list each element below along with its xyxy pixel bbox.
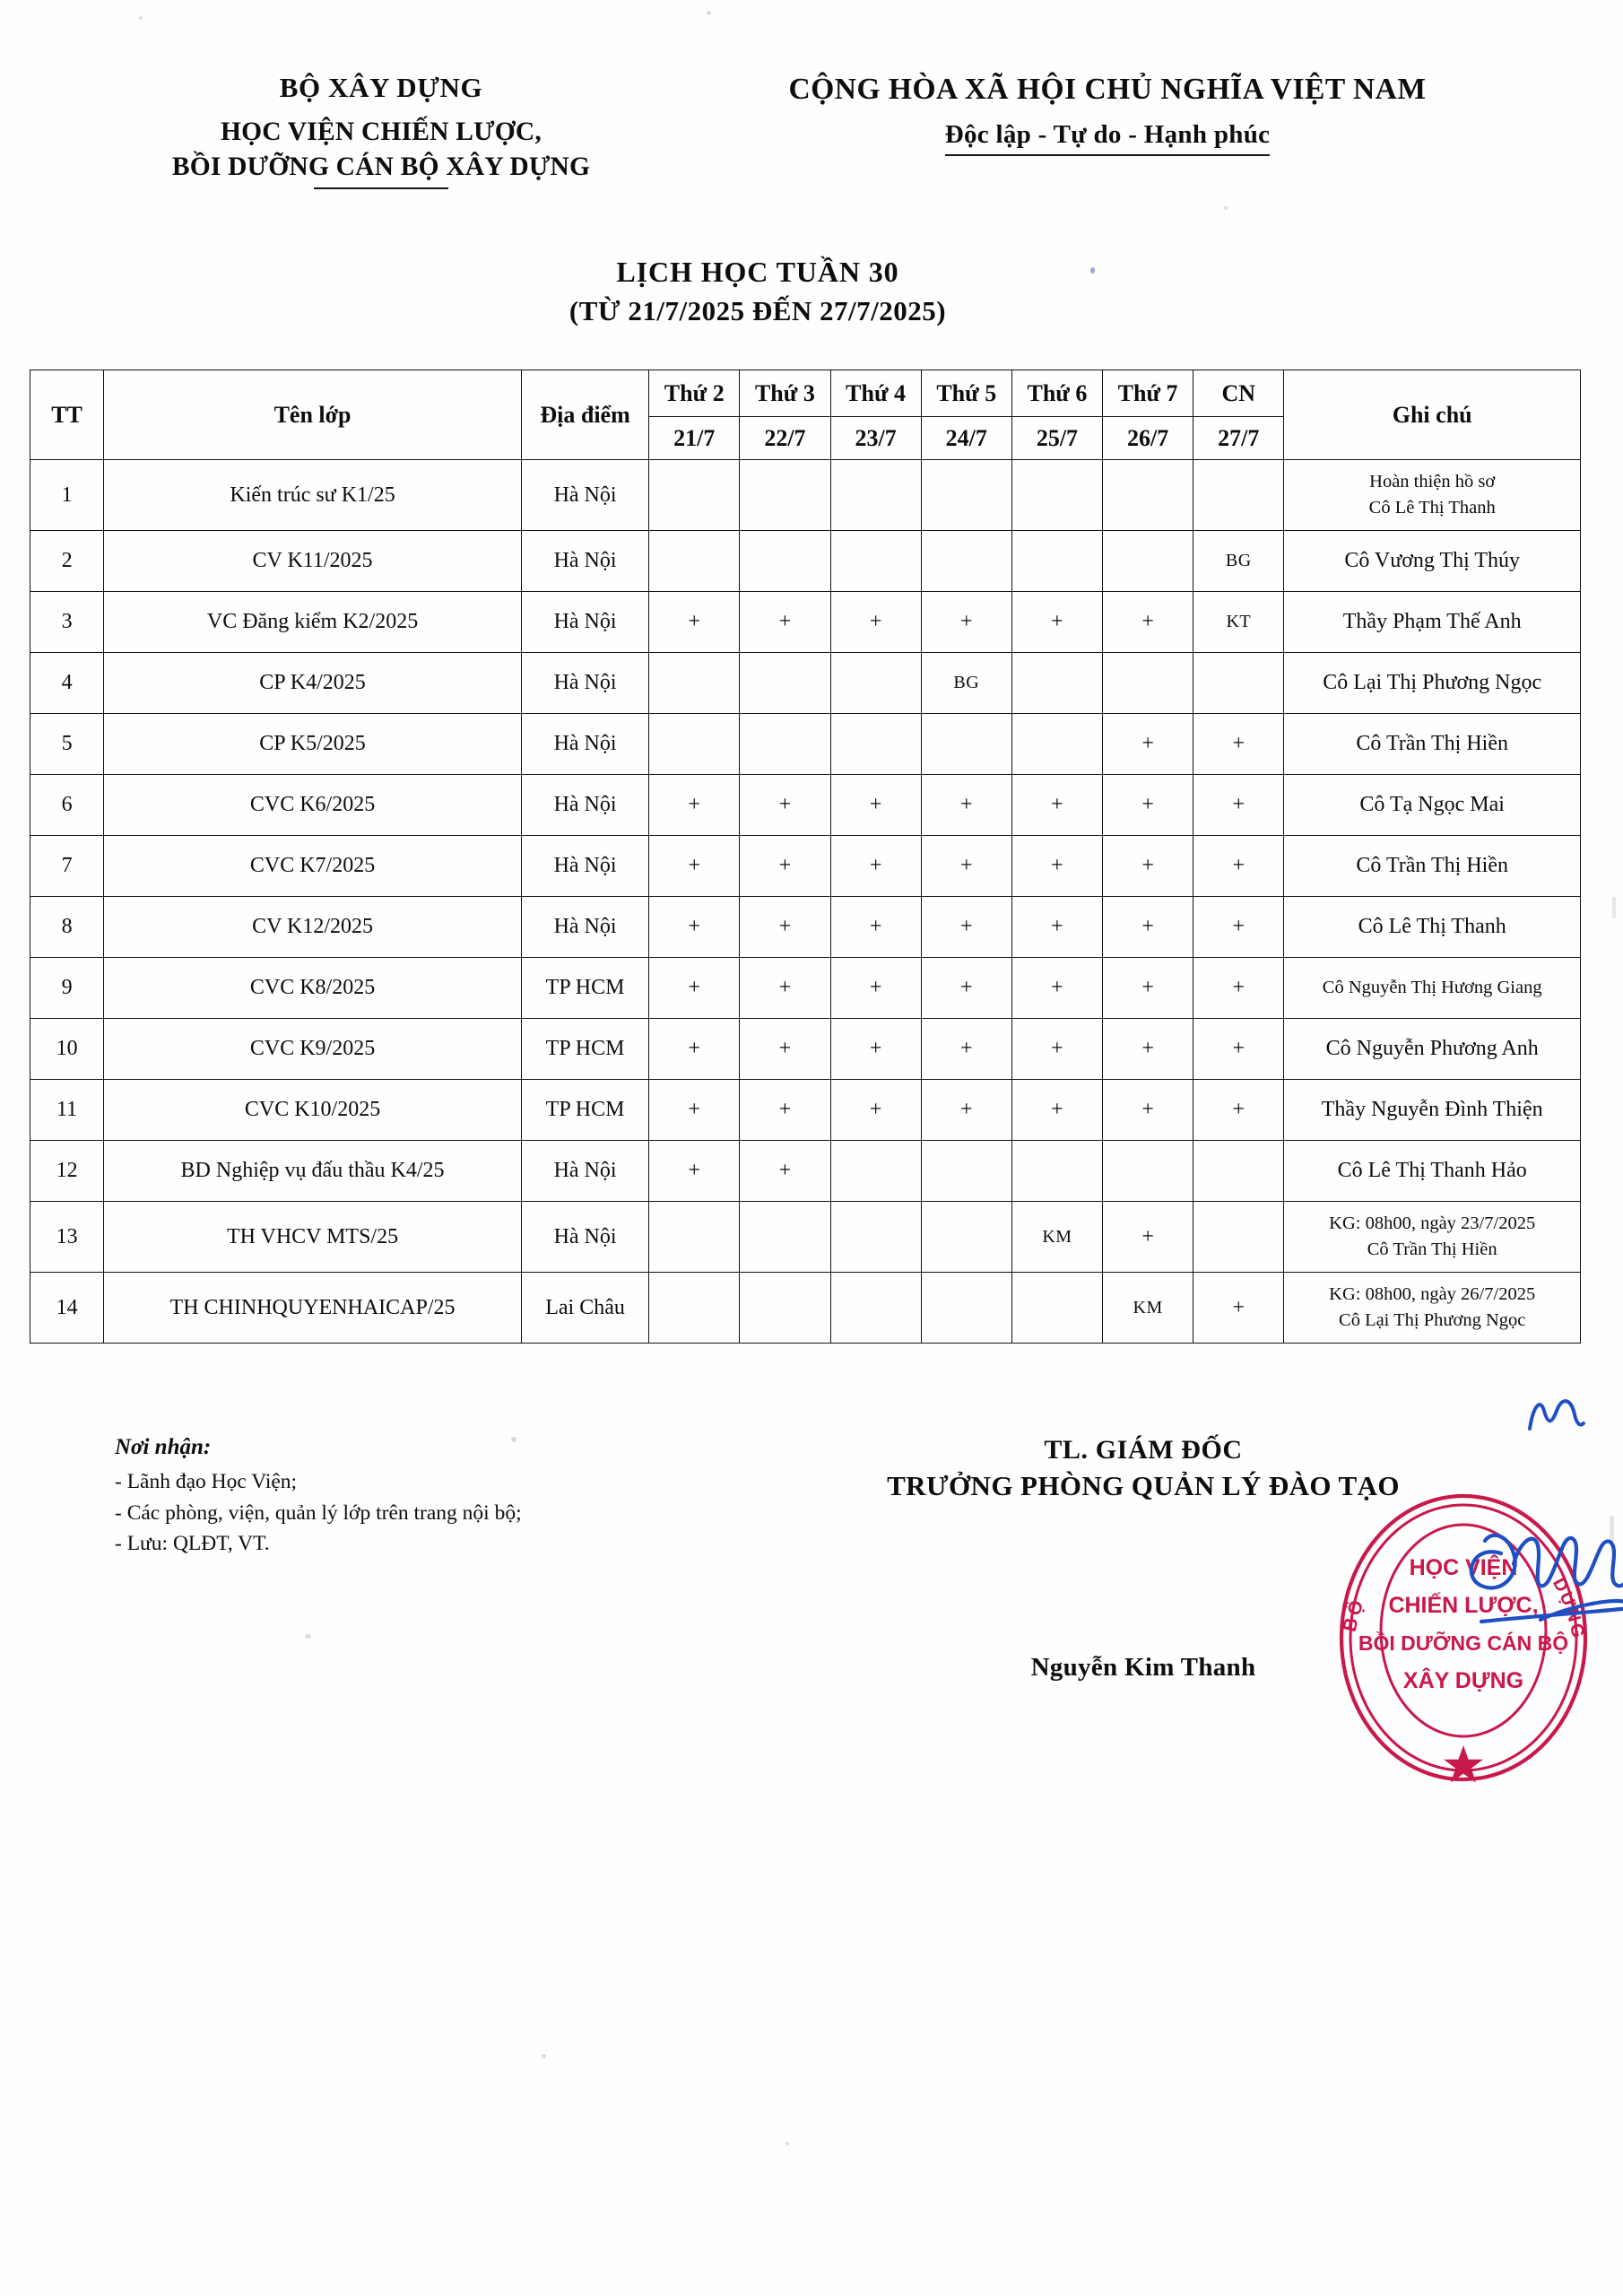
cell-day-mark[interactable] [921, 531, 1011, 592]
cell-location: TP HCM [521, 1019, 648, 1080]
cell-location: Hà Nội [521, 897, 648, 958]
cell-day-mark[interactable]: + [740, 1080, 830, 1141]
seal-line-2: CHIẾN LƯỢC, [1388, 1593, 1539, 1618]
document-footer [0, 1435, 1623, 1693]
cell-day-mark[interactable]: KM [1103, 1273, 1193, 1344]
col-header-location: Địa điểm [521, 370, 648, 460]
schedule-table [30, 370, 1581, 1344]
page-title-daterange: (TỪ 21/7/2025 ĐẾN 27/7/2025) [568, 295, 947, 327]
scan-speck [707, 11, 711, 15]
scan-speck [1224, 206, 1228, 210]
cell-day-mark[interactable] [921, 1202, 1011, 1273]
col-header-day-5: Thứ 6 [1011, 370, 1102, 417]
cell-note [1284, 1019, 1581, 1080]
cell-note [1284, 460, 1581, 531]
note-line: Cô Lê Thị Thanh [1368, 498, 1496, 517]
cell-day-mark[interactable] [1193, 460, 1284, 531]
cell-location: Hà Nội [521, 1202, 648, 1273]
cell-class-name: CVC K7/2025 [104, 836, 522, 897]
cell-location: Hà Nội [521, 775, 648, 836]
seal-line-1: HỌC VIỆN [1409, 1555, 1518, 1580]
cell-day-mark[interactable]: + [1193, 958, 1284, 1019]
table-row[interactable] [30, 1080, 1581, 1141]
cell-day-mark[interactable] [649, 1273, 740, 1344]
table-row[interactable] [30, 653, 1581, 714]
cell-day-mark[interactable] [830, 1141, 921, 1202]
cell-day-mark[interactable]: + [921, 1080, 1011, 1141]
signer-role-line2: TRƯỞNG PHÒNG QUẢN LÝ ĐÀO TẠO [887, 1470, 1400, 1501]
cell-location: TP HCM [521, 958, 648, 1019]
cell-day-mark[interactable]: + [649, 897, 740, 958]
cell-class-name: CP K5/2025 [104, 714, 522, 775]
cell-day-mark[interactable]: + [921, 836, 1011, 897]
cell-day-mark[interactable] [1193, 653, 1284, 714]
cell-day-mark[interactable] [830, 653, 921, 714]
table-head [30, 370, 1581, 460]
country-name: CỘNG HÒA XÃ HỘI CHỦ NGHĨA VIỆT NAM [788, 73, 1427, 106]
table-header-row-1 [30, 370, 1581, 417]
cell-day-mark[interactable]: + [649, 1141, 740, 1202]
cell-day-mark[interactable]: + [740, 958, 830, 1019]
cell-day-mark[interactable]: + [830, 958, 921, 1019]
note-line: Cô Lê Thị Thanh Hảo [1337, 1159, 1527, 1183]
cell-day-mark[interactable]: + [740, 1141, 830, 1202]
cell-class-name: BD Nghiệp vụ đấu thầu K4/25 [104, 1141, 522, 1202]
cell-day-mark[interactable]: + [1011, 836, 1102, 897]
note-line: Cô Lại Thị Phương Ngọc [1339, 1310, 1526, 1330]
cell-day-mark[interactable]: KT [1193, 592, 1284, 653]
cell-day-mark[interactable] [921, 714, 1011, 775]
document-title-block [0, 253, 1623, 330]
cell-day-mark[interactable]: + [740, 897, 830, 958]
note-line: Cô Trần Thị Hiền [1356, 732, 1508, 756]
cell-tt: 8 [30, 897, 104, 958]
cell-day-mark[interactable]: + [1193, 1273, 1284, 1344]
cell-location: Hà Nội [521, 531, 648, 592]
note-line: Cô Trần Thị Hiền [1356, 854, 1508, 878]
cell-day-mark[interactable]: + [830, 897, 921, 958]
cell-day-mark[interactable]: + [830, 1080, 921, 1141]
cell-day-mark[interactable]: + [649, 836, 740, 897]
cell-day-mark[interactable]: + [1103, 897, 1193, 958]
cell-day-mark[interactable] [1011, 531, 1102, 592]
motto-underline [945, 154, 1271, 157]
ministry-name: BỘ XÂY DỰNG [279, 72, 483, 103]
scan-speck [785, 2142, 789, 2145]
cell-day-mark[interactable] [1011, 714, 1102, 775]
col-header-day-3: Thứ 4 [830, 370, 921, 417]
cell-note [1284, 897, 1581, 958]
cell-tt: 13 [30, 1202, 104, 1273]
col-header-date-2: 22/7 [740, 417, 830, 460]
col-header-date-4: 24/7 [921, 417, 1011, 460]
cell-day-mark[interactable] [740, 460, 830, 531]
cell-day-mark[interactable]: + [1103, 1202, 1193, 1273]
cell-class-name: CVC K9/2025 [104, 1019, 522, 1080]
table-row[interactable] [30, 531, 1581, 592]
cell-day-mark[interactable]: + [1011, 592, 1102, 653]
seal-outer-top-text: BỘ [1339, 1595, 1369, 1634]
cell-tt: 5 [30, 714, 104, 775]
cell-day-mark[interactable] [1103, 460, 1193, 531]
academy-name-line2: BỒI DƯỠNG CÁN BỘ XÂY DỰNG [171, 152, 591, 182]
cell-day-mark[interactable]: + [830, 1019, 921, 1080]
table-body [30, 460, 1581, 1344]
note-line: Cô Lê Thị Thanh [1358, 915, 1506, 939]
cell-location: TP HCM [521, 1080, 648, 1141]
cell-day-mark[interactable]: + [1011, 1080, 1102, 1141]
national-heading [699, 70, 1623, 156]
seal-line-3: BỒI DƯỠNG CÁN BỘ [1358, 1631, 1569, 1655]
document-header [0, 70, 1623, 189]
cell-location: Hà Nội [521, 836, 648, 897]
cell-day-mark[interactable]: + [1193, 897, 1284, 958]
cell-class-name: CP K4/2025 [104, 653, 522, 714]
cell-day-mark[interactable]: + [740, 1019, 830, 1080]
cell-day-mark[interactable]: + [1103, 775, 1193, 836]
col-header-date-3: 23/7 [830, 417, 921, 460]
cell-day-mark[interactable] [649, 531, 740, 592]
cell-tt: 2 [30, 531, 104, 592]
cell-day-mark[interactable]: + [649, 1019, 740, 1080]
cell-day-mark[interactable] [740, 1202, 830, 1273]
cell-day-mark[interactable]: + [830, 836, 921, 897]
table-row[interactable] [30, 775, 1581, 836]
seal-line-4: XÂY DỰNG [1402, 1668, 1524, 1693]
cell-class-name: TH CHINHQUYENHAICAP/25 [104, 1273, 522, 1344]
cell-day-mark[interactable] [649, 714, 740, 775]
seal-star-icon [1444, 1745, 1483, 1783]
cell-note [1284, 775, 1581, 836]
cell-day-mark[interactable]: + [1011, 775, 1102, 836]
cell-day-mark[interactable]: + [1103, 836, 1193, 897]
recipients-block [0, 1435, 789, 1683]
col-header-day-7: CN [1193, 370, 1284, 417]
cell-tt: 11 [30, 1080, 104, 1141]
cell-note [1284, 531, 1581, 592]
cell-day-mark[interactable]: BG [921, 653, 1011, 714]
scan-speck [542, 2054, 546, 2058]
cell-day-mark[interactable] [1011, 1273, 1102, 1344]
cell-day-mark[interactable]: + [1011, 897, 1102, 958]
svg-text:BỘ [1340, 1595, 1369, 1634]
cell-day-mark[interactable]: KM [1011, 1202, 1102, 1273]
scan-edge-mark [1612, 897, 1616, 918]
table-row[interactable] [30, 1019, 1581, 1080]
cell-day-mark[interactable]: + [740, 592, 830, 653]
cell-location: Hà Nội [521, 653, 648, 714]
cell-day-mark[interactable] [830, 1202, 921, 1273]
cell-tt: 1 [30, 460, 104, 531]
page-title: LỊCH HỌC TUẦN 30 [616, 256, 899, 288]
cell-day-mark[interactable]: + [1103, 1019, 1193, 1080]
cell-day-mark[interactable]: + [1011, 1019, 1102, 1080]
cell-day-mark[interactable] [740, 1273, 830, 1344]
signer-name: Nguyễn Kim Thanh [1030, 1653, 1256, 1682]
cell-day-mark[interactable] [1103, 531, 1193, 592]
cell-tt: 14 [30, 1273, 104, 1344]
cell-note [1284, 714, 1581, 775]
cell-day-mark[interactable] [830, 714, 921, 775]
col-header-day-2: Thứ 3 [740, 370, 830, 417]
table-row[interactable] [30, 1141, 1581, 1202]
cell-day-mark[interactable]: + [1193, 775, 1284, 836]
note-line: Hoàn thiện hồ sơ [1369, 471, 1496, 491]
col-header-tt: TT [30, 370, 104, 460]
scan-speck [139, 16, 143, 20]
cell-day-mark[interactable]: + [1193, 836, 1284, 897]
table-row[interactable] [30, 1202, 1581, 1273]
schedule-table-container [30, 370, 1581, 1344]
cell-day-mark[interactable] [1193, 1202, 1284, 1273]
cell-class-name: CV K11/2025 [104, 531, 522, 592]
cell-class-name: VC Đăng kiểm K2/2025 [104, 592, 522, 653]
cell-tt: 7 [30, 836, 104, 897]
cell-note [1284, 1080, 1581, 1141]
cell-day-mark[interactable]: + [649, 1080, 740, 1141]
cell-tt: 9 [30, 958, 104, 1019]
table-row[interactable] [30, 836, 1581, 897]
cell-note [1284, 592, 1581, 653]
cell-day-mark[interactable] [649, 1202, 740, 1273]
cell-tt: 12 [30, 1141, 104, 1202]
cell-day-mark[interactable]: + [1103, 714, 1193, 775]
table-row[interactable] [30, 460, 1581, 531]
col-header-day-1: Thứ 2 [649, 370, 740, 417]
cell-class-name: CVC K8/2025 [104, 958, 522, 1019]
cell-note [1284, 1202, 1581, 1273]
cell-day-mark[interactable] [921, 1273, 1011, 1344]
cell-day-mark[interactable] [740, 531, 830, 592]
cell-tt: 6 [30, 775, 104, 836]
cell-day-mark[interactable]: + [921, 592, 1011, 653]
cell-day-mark[interactable] [1193, 1141, 1284, 1202]
cell-day-mark[interactable]: + [649, 592, 740, 653]
cell-day-mark[interactable]: + [921, 958, 1011, 1019]
cell-tt: 3 [30, 592, 104, 653]
cell-class-name: CVC K10/2025 [104, 1080, 522, 1141]
col-header-class-name: Tên lớp [104, 370, 522, 460]
recipient-item: - Lãnh đạo Học Viện; [115, 1470, 298, 1493]
recipient-item: - Lưu: QLĐT, VT. [115, 1532, 270, 1556]
cell-note [1284, 958, 1581, 1019]
cell-note [1284, 1273, 1581, 1344]
cell-note [1284, 836, 1581, 897]
cell-note [1284, 1141, 1581, 1202]
cell-day-mark[interactable]: + [921, 1019, 1011, 1080]
cell-day-mark[interactable] [1103, 653, 1193, 714]
academy-name-line1: HỌC VIỆN CHIẾN LƯỢC, [220, 117, 542, 146]
cell-location: Hà Nội [521, 1141, 648, 1202]
cell-day-mark[interactable]: + [740, 775, 830, 836]
pen-margin-mark [1524, 1386, 1587, 1439]
cell-note [1284, 653, 1581, 714]
organization-underline [314, 187, 448, 189]
cell-class-name: Kiến trúc sư K1/25 [104, 460, 522, 531]
cell-day-mark[interactable] [740, 714, 830, 775]
table-row[interactable] [30, 1273, 1581, 1344]
cell-tt: 4 [30, 653, 104, 714]
note-line: Cô Trần Thị Hiền [1367, 1239, 1497, 1259]
cell-tt: 10 [30, 1019, 104, 1080]
cell-day-mark[interactable]: + [1193, 1080, 1284, 1141]
cell-day-mark[interactable] [740, 653, 830, 714]
recipient-item: - Các phòng, viện, quản lý lớp trên trang nội bộ; [115, 1500, 522, 1525]
cell-day-mark[interactable] [649, 653, 740, 714]
signer-role-line1: TL. GIÁM ĐỐC [1044, 1435, 1243, 1465]
note-line: Cô Vương Thị Thúy [1344, 549, 1521, 573]
note-line: Cô Lại Thị Phương Ngọc [1323, 671, 1542, 695]
issuing-organization [0, 70, 699, 189]
note-line: Thầy Nguyễn Đình Thiện [1321, 1098, 1543, 1122]
cell-day-mark[interactable] [1103, 1141, 1193, 1202]
cell-day-mark[interactable]: + [830, 592, 921, 653]
cell-day-mark[interactable]: + [740, 836, 830, 897]
note-line: KG: 08h00, ngày 26/7/2025 [1329, 1283, 1536, 1304]
col-header-day-4: Thứ 5 [921, 370, 1011, 417]
recipients-title: Nơi nhận: [115, 1435, 212, 1459]
motto-block [945, 120, 1271, 157]
note-line: Cô Tạ Ngọc Mai [1359, 793, 1505, 817]
cell-day-mark[interactable] [830, 1273, 921, 1344]
cell-day-mark[interactable] [649, 460, 740, 531]
cell-location: Hà Nội [521, 460, 648, 531]
note-line: Thầy Phạm Thế Anh [1342, 610, 1522, 634]
col-header-date-1: 21/7 [649, 417, 740, 460]
cell-day-mark[interactable] [1011, 653, 1102, 714]
cell-day-mark[interactable]: + [921, 775, 1011, 836]
cell-day-mark[interactable] [1011, 1141, 1102, 1202]
cell-location: Hà Nội [521, 714, 648, 775]
table-row[interactable] [30, 714, 1581, 775]
note-line: KG: 08h00, ngày 23/7/2025 [1329, 1213, 1536, 1233]
cell-day-mark[interactable]: + [1103, 958, 1193, 1019]
cell-class-name: CVC K6/2025 [104, 775, 522, 836]
col-header-date-7: 27/7 [1193, 417, 1284, 460]
cell-day-mark[interactable]: + [649, 958, 740, 1019]
cell-day-mark[interactable]: BG [1193, 531, 1284, 592]
cell-day-mark[interactable] [921, 460, 1011, 531]
col-header-date-6: 26/7 [1103, 417, 1193, 460]
cell-day-mark[interactable]: + [1193, 1019, 1284, 1080]
cell-class-name: TH VHCV MTS/25 [104, 1202, 522, 1273]
table-row[interactable] [30, 897, 1581, 958]
cell-day-mark[interactable]: + [1011, 958, 1102, 1019]
national-motto: Độc lập - Tự do - Hạnh phúc [944, 119, 1271, 149]
cell-class-name: CV K12/2025 [104, 897, 522, 958]
signature-block [789, 1435, 1623, 1693]
cell-day-mark[interactable] [830, 460, 921, 531]
cell-day-mark[interactable]: + [1193, 714, 1284, 775]
cell-day-mark[interactable]: + [1103, 1080, 1193, 1141]
svg-text:DỰNG [1549, 1575, 1588, 1641]
cell-location: Lai Châu [521, 1273, 648, 1344]
cell-day-mark[interactable]: + [921, 897, 1011, 958]
cell-day-mark[interactable]: + [649, 775, 740, 836]
cell-day-mark[interactable] [1011, 460, 1102, 531]
cell-day-mark[interactable]: + [830, 775, 921, 836]
col-header-note: Ghi chú [1284, 370, 1581, 460]
cell-day-mark[interactable] [921, 1141, 1011, 1202]
official-seal-stamp [1329, 1487, 1598, 1783]
cell-location: Hà Nội [521, 592, 648, 653]
col-header-day-6: Thứ 7 [1103, 370, 1193, 417]
note-line: Cô Nguyễn Thị Hương Giang [1322, 977, 1542, 997]
cell-day-mark[interactable]: + [1103, 592, 1193, 653]
table-row[interactable] [30, 592, 1581, 653]
table-row[interactable] [30, 958, 1581, 1019]
col-header-date-5: 25/7 [1011, 417, 1102, 460]
seal-outer-right-text: DỰNG [1548, 1574, 1589, 1641]
cell-day-mark[interactable] [830, 531, 921, 592]
note-line: Cô Nguyễn Phương Anh [1325, 1037, 1539, 1061]
